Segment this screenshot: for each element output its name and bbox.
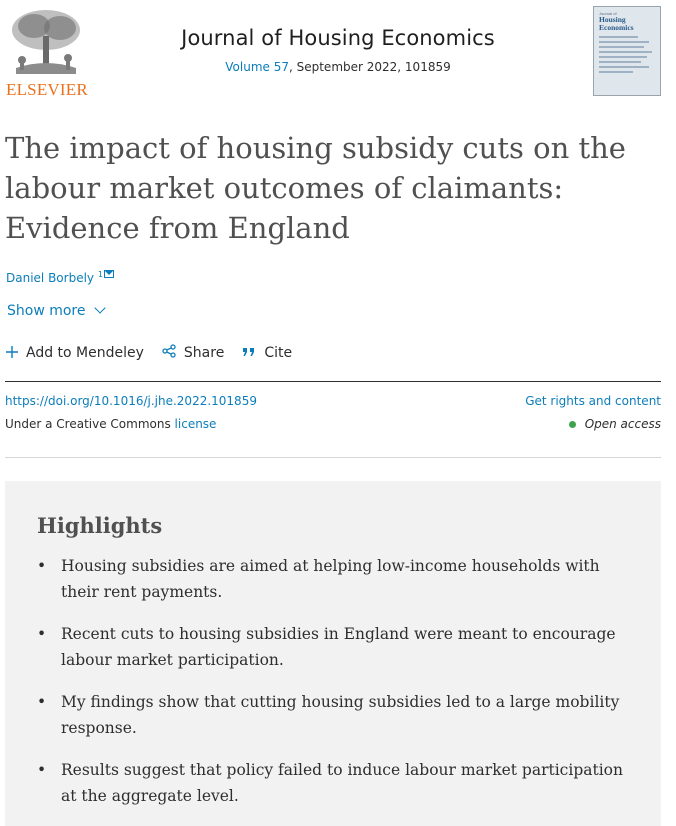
cover-title-line1: Housing <box>599 15 626 24</box>
highlights-list <box>37 553 627 825</box>
divider <box>5 457 661 458</box>
divider <box>5 381 661 382</box>
highlight-text: Housing subsidies are aimed at helping low-income households with their rent payments. <box>61 557 600 601</box>
highlights-title: Highlights <box>37 513 163 538</box>
bullet: • <box>37 625 47 643</box>
doi-link[interactable]: https://doi.org/10.1016/j.jhe.2022.101859 <box>5 394 257 408</box>
show-more-button[interactable] <box>7 303 104 319</box>
add-to-mendeley-button[interactable] <box>6 344 144 362</box>
bullet: • <box>37 761 47 779</box>
list-item <box>37 757 627 809</box>
journal-header <box>0 0 676 110</box>
elsevier-wordmark: ELSEVIER <box>6 80 88 99</box>
share-button[interactable] <box>162 344 224 362</box>
article-title: The impact of housing subsidy cuts on the labour market outcomes of claimants: Evidence from England <box>5 131 626 245</box>
cite-button[interactable] <box>242 344 292 362</box>
list-item <box>37 553 627 605</box>
license-info <box>5 417 216 431</box>
share-label: Share <box>183 345 225 361</box>
author <box>6 270 114 285</box>
article-actions <box>6 343 310 363</box>
cover-title-line2: Economics <box>599 23 634 32</box>
chevron-down-icon <box>94 302 105 313</box>
envelope-icon[interactable] <box>104 270 114 278</box>
list-item <box>37 621 627 673</box>
cite-label: Cite <box>264 345 293 361</box>
rights-link[interactable]: Get rights and content <box>525 394 661 408</box>
highlight-text: Recent cuts to housing subsidies in England were meant to encourage labour market participation. <box>61 625 616 669</box>
author-name[interactable]: Daniel Borbely <box>6 271 95 285</box>
issue-details: , September 2022, 101859 <box>288 60 451 74</box>
highlight-text: Results suggest that policy failed to induce labour market participation at the aggregate level. <box>61 761 623 805</box>
journal-cover-image[interactable] <box>593 6 661 96</box>
show-more-label: Show more <box>7 303 86 319</box>
license-link[interactable]: license <box>174 417 217 431</box>
bullet: • <box>37 693 47 711</box>
bullet: • <box>37 557 47 575</box>
issue-info <box>150 60 526 74</box>
mendeley-label: Add to Mendeley <box>26 345 144 361</box>
journal-title[interactable]: Journal of Housing Economics <box>181 26 495 50</box>
license-prefix: Under a Creative Commons <box>5 417 175 431</box>
author-affiliation-sup[interactable]: 1 <box>97 270 103 279</box>
volume-link[interactable]: Volume 57 <box>225 60 289 74</box>
journal-info <box>150 26 526 74</box>
cover-small-text: Journal of <box>599 11 617 16</box>
elsevier-tree-icon <box>6 6 84 74</box>
plus-icon <box>6 344 18 362</box>
cover-text-lines <box>599 36 655 73</box>
elsevier-logo[interactable] <box>4 6 86 98</box>
quote-icon <box>242 344 256 362</box>
open-access-dot-icon <box>569 421 576 428</box>
highlights-section <box>5 481 661 826</box>
highlight-text: My findings show that cutting housing subsidies led to a large mobility response. <box>61 693 620 737</box>
open-access-label: Open access <box>584 417 661 431</box>
share-icon <box>162 344 176 362</box>
open-access-badge <box>569 417 661 431</box>
list-item <box>37 689 627 741</box>
